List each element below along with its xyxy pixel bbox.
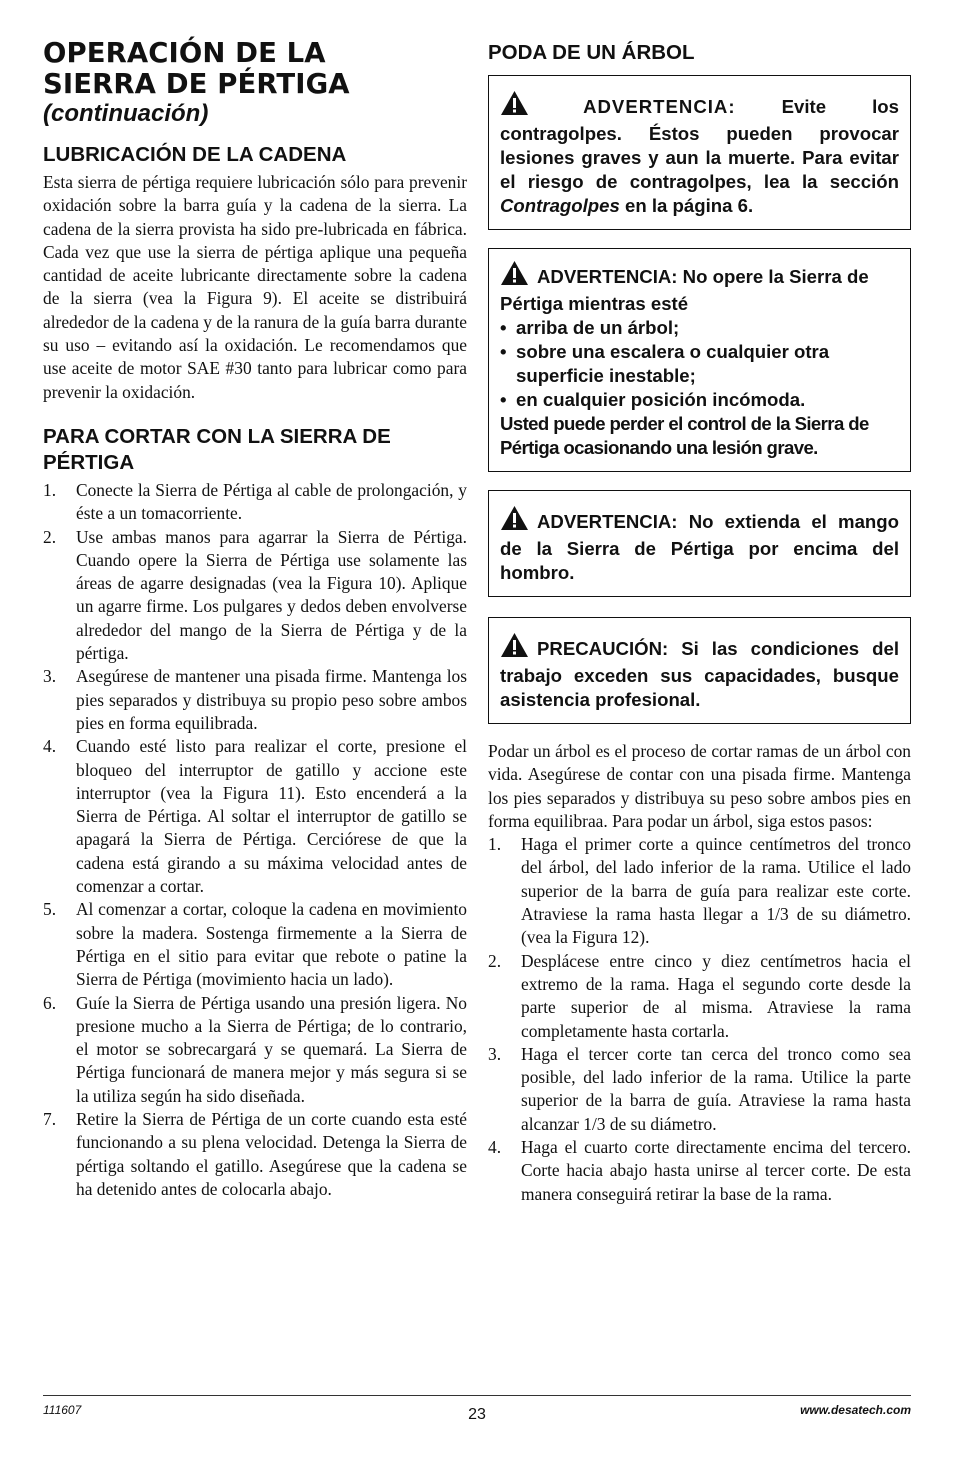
step-text: Retire la Sierra de Pértiga de un corte cuando esta esté funcionando a su plena velocidad. Detenga la Sierra de pértiga soltando el gatillo. Asegúrese que la cadena se ha detenido antes de colocarla abajo. bbox=[76, 1108, 467, 1199]
step-number: 1. bbox=[43, 479, 57, 500]
step-number: 2. bbox=[488, 950, 502, 971]
section-heading-cortar-line2: PÉRTIGA bbox=[43, 450, 135, 474]
poda-step-3 bbox=[488, 1043, 911, 1136]
step-number: 2. bbox=[43, 526, 57, 547]
warning-bullet-item bbox=[500, 316, 899, 340]
lubricacion-body: Esta sierra de pértiga requiere lubricación sólo para prevenir oxidación sobre la barra guía y la cadena de la sierra. La cadena de la sierra provista ha sido pre-lubricada en fábrica. Cada vez que use la sierra de pértiga aplique una pequeña cantidad de aceite lubricante directamente sobre la cadena de la sierra (vea la Figura 9). El aceite se distribuirá alrededor de la cadena y de la ranura de la guía barra durante su uso – evitando así la oxidación. Le recomendamos que use aceite de motor SAE #30 tanto para lubricar como para prevenir la oxidación. bbox=[43, 172, 467, 402]
right-column bbox=[488, 40, 911, 1206]
footer-url: www.desatech.com bbox=[800, 1403, 911, 1417]
section-heading-lubricacion: LUBRICACIÓN DE LA CADENA bbox=[43, 143, 347, 166]
step-number: 4. bbox=[488, 1137, 502, 1158]
warning-bullet-text: sobre una escalera o cualquier otra superficie inestable; bbox=[516, 341, 830, 386]
cortar-step-7 bbox=[43, 1108, 467, 1201]
poda-step-1 bbox=[488, 833, 911, 949]
cortar-steps bbox=[43, 479, 467, 1201]
warning-triangle-icon bbox=[500, 90, 529, 122]
cortar-step-6 bbox=[43, 992, 467, 1108]
cortar-step-5 bbox=[43, 898, 467, 991]
step-number: 3. bbox=[488, 1043, 502, 1064]
cortar-step-3 bbox=[43, 665, 467, 735]
step-text: Al comenzar a cortar, coloque la cadena en movimiento sobre la madera. Sostenga firmemente a la Sierra de Pértiga en el sitio para evitar que rebote o patine la Sierra de Pértiga (movimiento hacia un lado). bbox=[76, 899, 467, 990]
document-code: 111607 bbox=[43, 1403, 82, 1417]
step-number: 1. bbox=[488, 834, 502, 855]
warning-triangle-icon bbox=[500, 632, 529, 664]
warning-bullet-text: arriba de un árbol; bbox=[516, 317, 680, 338]
section-heading-cortar-line1: PARA CORTAR CON LA SIERRA DE bbox=[43, 424, 391, 448]
caution-body: PRECAUCIÓN: Si las condiciones del trabajo exceden sus capacidades, busque asistencia profesional. bbox=[500, 638, 899, 710]
warning-text-after: en la página 6. bbox=[619, 195, 754, 216]
step-number: 3. bbox=[43, 666, 57, 687]
bullet-dot: • bbox=[500, 317, 507, 338]
warning-box-mango bbox=[488, 490, 911, 597]
warning-mango-body: ADVERTENCIA: No extienda el mango de la Sierra de Pértiga por encima del hombro. bbox=[500, 511, 899, 583]
poda-steps bbox=[488, 833, 911, 1206]
step-text: Desplácese entre cinco y diez centímetros hacia el extremo de la rama. Haga el segundo corte desde la parte superior de al misma. Atraviese la rama completamente hasta cortarla. bbox=[521, 950, 911, 1041]
step-text: Haga el primer corte a quince centímetros del tronco del árbol, del lado inferior de la rama. Utilice el lado superior de la barra de guía para realizar este corte. Atraviese la rama hasta llegar a 1/3 de su diámetro. (vea la Figura 12). bbox=[521, 834, 911, 948]
poda-intro: Podar un árbol es el proceso de cortar ramas de un árbol con vida. Asegúrese de contar con una pisada firme. Mantenga los pies separados y distribuya su peso sobre ambos pies en forma equilibraa. Para podar un árbol, siga estos pasos: bbox=[488, 741, 911, 831]
step-text: Asegúrese de mantener una pisada firme. Mantenga los pies separados y distribuya su propio peso sobre ambos pies en forma equilibrada. bbox=[76, 666, 467, 733]
step-number: 6. bbox=[43, 992, 57, 1013]
cortar-step-2 bbox=[43, 526, 467, 666]
warning-no-opere-text: ADVERTENCIA: No opere la Sierra de Pértiga mientras esté bbox=[500, 266, 869, 314]
step-text: Guíe la Sierra de Pértiga usando una presión ligera. No presione mucho a la Sierra de Pértiga; de lo contrario, el motor se sobrecargará y se quemará. La Sierra de Pértiga funcionará de manera mejor y más segura si se la utiliza según ha sido diseñada. bbox=[76, 992, 467, 1106]
step-text: Haga el cuarto corte directamente encima del tercero. Corte hacia abajo hasta unirse al tercer corte. De esta manera conseguirá retirar la base de la rama. bbox=[521, 1137, 911, 1204]
warning-mango-text bbox=[500, 505, 899, 585]
bullet-dot: • bbox=[500, 341, 507, 362]
step-number: 4. bbox=[43, 736, 57, 757]
step-text: Cuando esté listo para realizar el corte, presione el bloqueo del interruptor de gatillo y accione este interruptor (vea la Figura 11). Esto encenderá a la Sierra de Pértiga. Al soltar el interruptor de gatillo se apagará la Sierra de Pértiga. Cerciórese de que la cadena está girando a su máxima velocidad antes de comenzar a cortar. bbox=[76, 736, 467, 897]
warning-triangle-icon bbox=[500, 260, 529, 292]
page-subtitle: (continuación) bbox=[43, 100, 209, 127]
warning-bullet-item bbox=[500, 388, 899, 412]
cortar-step-4 bbox=[43, 735, 467, 898]
section-heading-poda: PODA DE UN ÁRBOL bbox=[488, 41, 695, 64]
warning-box-no-opere bbox=[488, 248, 911, 472]
step-number: 7. bbox=[43, 1108, 57, 1129]
poda-step-2 bbox=[488, 950, 911, 1043]
warning-text-before: Evite los contragolpes. Éstos pueden provocar lesiones graves y aun la muerte. Para evitar el riesgo de contragolpes, lea la sección bbox=[500, 96, 899, 192]
warning-triangle-icon bbox=[500, 505, 529, 537]
page-number: 23 bbox=[468, 1406, 486, 1423]
warning-bullets bbox=[500, 316, 899, 412]
step-text: Use ambas manos para agarrar la Sierra de Pértiga. Cuando opere la Sierra de Pértiga use solamente las áreas de agarre designadas (vea la Figura 10). Aplique un agarre firme. Los pulgares y dedos deben envolverse alrededor del mango de la Sierra de Pértiga y de la pértiga. bbox=[76, 526, 467, 664]
warning-contragolpes-text bbox=[500, 90, 899, 218]
warning-italic-ref: Contragolpes bbox=[500, 195, 620, 216]
cortar-step-1 bbox=[43, 479, 467, 526]
warning-bullet-text: en cualquier posición incómoda. bbox=[516, 389, 806, 410]
caution-text bbox=[500, 632, 899, 712]
caution-box bbox=[488, 617, 911, 724]
poda-step-4 bbox=[488, 1136, 911, 1206]
page-footer bbox=[43, 1395, 911, 1423]
warning-box-contragolpes bbox=[488, 75, 911, 230]
page-title-line2: SIERRA DE PÉRTIGA bbox=[43, 68, 350, 100]
bullet-dot: • bbox=[500, 389, 507, 410]
left-column bbox=[43, 38, 467, 1201]
warning-label: ADVERTENCIA: bbox=[583, 96, 736, 117]
warning-no-opere-closing: Usted puede perder el control de la Sierra de Pértiga ocasionando una lesión grave. bbox=[500, 413, 869, 458]
step-text: Haga el tercer corte tan cerca del tronco como sea posible, del lado inferior de la rama. Utilice la parte superior de la barra de guía. Atraviese la rama hasta alcanzar 1/3 de su diámetro. bbox=[521, 1043, 911, 1134]
warning-bullet-item bbox=[500, 340, 899, 388]
page-title-line1: OPERACIÓN DE LA bbox=[43, 37, 326, 69]
warning-no-opere-intro bbox=[500, 260, 899, 316]
step-text: Conecte la Sierra de Pértiga al cable de prolongación, y éste a un tomacorriente. bbox=[76, 479, 467, 524]
step-number: 5. bbox=[43, 899, 57, 920]
